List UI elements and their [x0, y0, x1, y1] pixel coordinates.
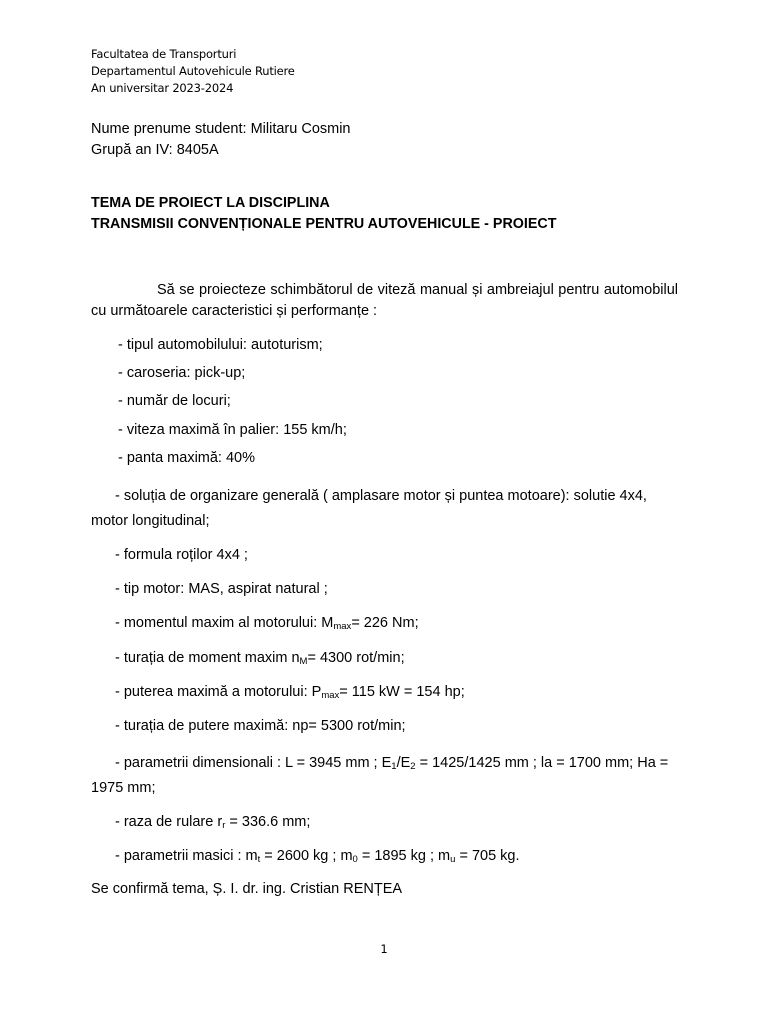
project-title — [91, 193, 556, 235]
item-max-speed: - viteza maximă în palier: 155 km/h; — [118, 422, 347, 438]
page-number: 1 — [380, 942, 388, 956]
title-line-2: TRANSMISII CONVENȚIONALE PENTRU AUTOVEHICULE - PROIECT — [91, 216, 557, 232]
item-max-torque: - momentul maxim al motorului: $M_{max}= 226$ Nm; — [115, 615, 419, 632]
student-name: Nume prenume student: Militaru Cosmin — [91, 121, 351, 137]
item-wheel-formula: - formula roților 4x4 ; — [115, 547, 248, 563]
student-group: Grupă an IV: 8405A — [91, 142, 219, 158]
item-power-rpm: - turația de putere maximă: np= 5300 rot/min; — [115, 718, 406, 734]
item-body: - caroseria: pick-up; — [118, 365, 246, 381]
item-engine-type: - tip motor: MAS, aspirat natural ; — [115, 581, 328, 597]
item-layout-solution: - soluția de organizare generală ( amplasare motor și puntea motoare): solutie 4x4, motor longitudinal; — [91, 488, 647, 529]
item-vehicle-type: - tipul automobilului: autoturism; — [118, 337, 323, 353]
document-header — [91, 46, 295, 97]
academic-year: An universitar 2023-2024 — [91, 81, 234, 95]
intro-paragraph: Să se proiecteze schimbătorul de viteză manual și ambreiajul pentru automobilul cu următoarele caracteristici și performanțe : — [91, 282, 678, 319]
student-info — [91, 119, 351, 161]
department-name: Departamentul Autovehicule Rutiere — [91, 64, 295, 78]
item-dimensions: - parametrii dimensionali : L = 3945 mm ; $E_1/E_2 = 1425/1425$ mm ; la = 1700 mm; Ha = 1975 mm; — [91, 755, 669, 796]
item-mass-parameters: - parametrii masici : $m_t = 2600$ kg ; $m_0 = 1895$ kg ; $m_u = 705$ kg. — [115, 848, 520, 865]
faculty-name: Facultatea de Transporturi — [91, 47, 237, 61]
item-seats: - număr de locuri; — [118, 393, 231, 409]
item-torque-rpm: - turația de moment maxim $n_M= 4300$ rot/min; — [115, 650, 405, 667]
confirmation-line: Se confirmă tema, Ș. I. dr. ing. Cristian RENȚEA — [91, 881, 403, 897]
item-max-slope: - panta maximă: 40% — [118, 450, 256, 466]
title-line-1: TEMA DE PROIECT LA DISCIPLINA — [91, 195, 330, 211]
item-rolling-radius: - raza de rulare $r_r = 336.6$ mm; — [115, 814, 311, 831]
item-max-power: - puterea maximă a motorului: $P_{max}= 115$ kW = 154 hp; — [115, 684, 465, 701]
